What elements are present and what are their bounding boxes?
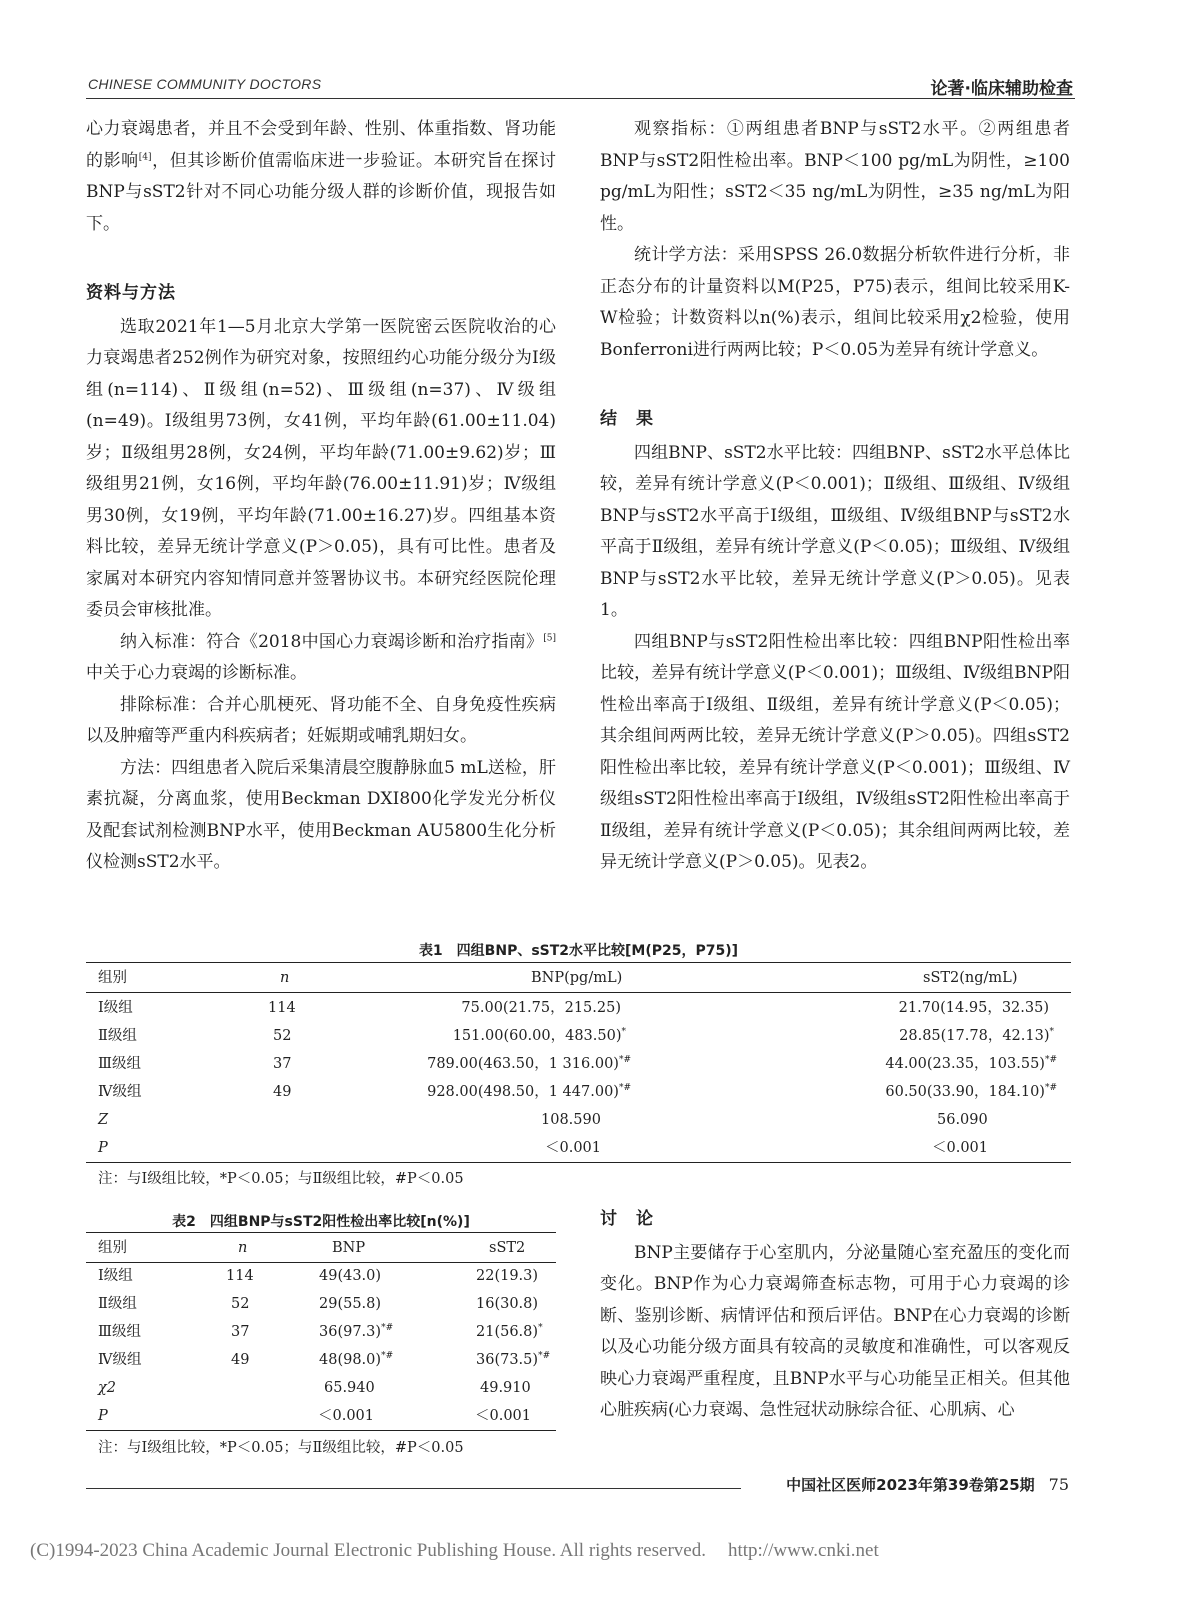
- table2-bnp-4: 48(98.0)*#: [319, 1351, 394, 1368]
- table2-header-row: [86, 1234, 556, 1262]
- table2-sst2-1: 22(19.3): [476, 1268, 539, 1284]
- table2-sst2-2: 16(30.8): [476, 1296, 539, 1312]
- table1-sst2-2: 28.85(17.78，42.13)*: [899, 1027, 1054, 1044]
- right-column: [600, 114, 1070, 879]
- table1-note: 注：与Ⅰ级组比较，*P＜0.05；与Ⅱ级组比较，#P＜0.05: [98, 1171, 464, 1187]
- table2-header-sst2: sST2: [489, 1240, 526, 1256]
- results-levels-paragraph: 四组BNP、sST2水平比较：四组BNP、sST2水平总体比较，差异有统计学意义(P＜0.001)；Ⅱ级组、Ⅲ级组、Ⅳ级组BNP与sST2水平高于Ⅰ级组，Ⅲ级组、Ⅳ级组BNP与sST2水平高于Ⅱ级组，差异有统计学意义(P＜0.05)；Ⅲ级组、Ⅳ级组BNP与sST2水平比较，差异无统计学意义(P＞0.05)。见表1。: [600, 442, 1070, 620]
- table2-chi-label: χ2: [98, 1380, 117, 1396]
- table-row: [86, 1022, 1071, 1050]
- table-row: [86, 1050, 1071, 1078]
- inclusion-criteria: 纳入标准：符合《2018中国心力衰竭诊断和治疗指南》[5]中关于心力衰竭的诊断标准。: [86, 631, 556, 683]
- table2-group-4: Ⅳ级组: [98, 1352, 142, 1368]
- page-number: 75: [1048, 1475, 1069, 1494]
- copyright-line: [30, 1540, 879, 1562]
- table2-bnp-1: 49(43.0): [319, 1268, 382, 1284]
- table2-n-4: 49: [231, 1352, 250, 1368]
- footer-rule: [86, 1488, 741, 1489]
- table1-bnp-1: 75.00(21.75，215.25): [461, 1000, 621, 1016]
- table1-group-2: Ⅱ级组: [98, 1028, 137, 1044]
- table1-p-sst2: ＜0.001: [932, 1140, 989, 1156]
- table-row: [86, 994, 1071, 1022]
- table2-title: 表2 四组BNP与sST2阳性检出率比较[n(%)]: [172, 1214, 470, 1230]
- table2-p-bnp: ＜0.001: [318, 1408, 375, 1424]
- exclusion-criteria: 排除标准：合并心肌梗死、肾功能不全、自身免疫性疾病以及肿瘤等严重内科疾病者；妊娠期或哺乳期妇女。: [86, 694, 556, 746]
- table2-top-rule: [86, 1232, 556, 1233]
- table2-n-3: 37: [231, 1324, 250, 1340]
- copyright-text: (C)1994-2023 China Academic Journal Electronic Publishing House. All rights reserved.: [30, 1540, 706, 1561]
- table2-header-group: 组别: [98, 1240, 127, 1256]
- methods-paragraph-procedure: 方法：四组患者入院后采集清晨空腹静脉血5 mL送检，肝素抗凝，分离血浆，使用Beckman DXI800化学发光分析仪及配套试剂检测BNP水平，使用Beckman AU5800生化分析仪检测sST2水平。: [86, 757, 556, 872]
- table1-sst2-3: 44.00(23.35，103.55)*#: [885, 1055, 1057, 1072]
- table1-z-label: Z: [98, 1112, 109, 1128]
- cnki-link[interactable]: http://www.cnki.net: [727, 1540, 879, 1561]
- table1-sst2-1: 21.70(14.95，32.35): [898, 1000, 1049, 1016]
- section-label: 论著·临床辅助检查: [930, 79, 1073, 99]
- citation-4[interactable]: [4]: [138, 151, 152, 162]
- table2-group-1: Ⅰ级组: [98, 1268, 133, 1284]
- table1-header-group: 组别: [98, 970, 127, 986]
- table2-bnp-2: 29(55.8): [319, 1296, 382, 1312]
- table1-bnp-4: 928.00(498.50，1 447.00)*#: [427, 1083, 631, 1100]
- table-row: [86, 1262, 556, 1290]
- table1-n-1: 114: [268, 1000, 296, 1016]
- table1-header-rule: [86, 992, 1071, 993]
- table1-n-3: 37: [273, 1056, 292, 1072]
- table1-bnp-3: 789.00(463.50，1 316.00)*#: [427, 1055, 631, 1072]
- table-row: [86, 1346, 556, 1374]
- table1-title: 表1 四组BNP、sST2水平比较[M(P25，P75)]: [418, 943, 739, 959]
- table2-sst2-4: 36(73.5)*#: [476, 1351, 551, 1368]
- table-row: [86, 1106, 1071, 1134]
- results-positive-rate-paragraph: 四组BNP与sST2阳性检出率比较：四组BNP阳性检出率比较，差异有统计学意义(P＜0.001)；Ⅲ级组、Ⅳ级组BNP阳性检出率高于Ⅰ级组、Ⅱ级组，差异有统计学意义(P＜0.05)；其余组间两两比较，差异无统计学意义(P＞0.05)。四组sST2阳性检出率比较，差异有统计学意义(P＜0.001)；Ⅲ级组、Ⅳ级组sST2阳性检出率高于Ⅰ级组，Ⅳ级组sST2阳性检出率高于Ⅱ级组，差异有统计学意义(P＜0.05)；其余组间两两比较，差异无统计学意义(P＞0.05)。见表2。: [600, 631, 1070, 872]
- table-row: [86, 1374, 556, 1402]
- table2-note: 注：与Ⅰ级组比较，*P＜0.05；与Ⅱ级组比较，#P＜0.05: [98, 1440, 464, 1456]
- table1-header-bnp: BNP(pg/mL): [531, 970, 623, 986]
- table1-bnp-2: 151.00(60.00，483.50)*: [452, 1027, 626, 1044]
- table1-top-rule: [86, 962, 1071, 963]
- table2-bottom-rule: [86, 1430, 556, 1431]
- table2: [86, 1232, 556, 1432]
- table2-p-label: P: [98, 1408, 108, 1424]
- footer-journal-issue: 中国社区医师2023年第39卷第25期: [786, 1476, 1035, 1494]
- table1-z-bnp: 108.590: [541, 1112, 601, 1128]
- section-heading-discussion: 讨 论: [600, 1209, 654, 1229]
- table-row: [86, 1290, 556, 1318]
- header-rule: [86, 98, 1075, 99]
- table2-sst2-3: 21(56.8)*: [476, 1323, 543, 1340]
- table2-p-sst2: ＜0.001: [475, 1408, 532, 1424]
- section-heading-methods: 资料与方法: [86, 283, 176, 303]
- table1-p-label: P: [98, 1140, 108, 1156]
- table2-n-2: 52: [231, 1296, 250, 1312]
- observation-indicators: 观察指标：①两组患者BNP与sST2水平。②两组患者BNP与sST2阳性检出率。BNP＜100 pg/mL为阴性，≥100 pg/mL为阳性；sST2＜35 ng/mL为阴性，≥35 ng/mL为阳性。: [600, 119, 1070, 234]
- statistics-methods: 统计学方法：采用SPSS 26.0数据分析软件进行分析，非正态分布的计量资料以M(P25，P75)表示，组间比较采用K-W检验；计数资料以n(%)表示，组间比较采用χ2检验，使用Bonferroni进行两两比较；P＜0.05为差异有统计学意义。: [600, 245, 1070, 360]
- table-row: [86, 1078, 1071, 1106]
- table-row: [86, 1134, 1071, 1162]
- table1-sst2-4: 60.50(33.90，184.10)*#: [885, 1083, 1057, 1100]
- table1-p-bnp: ＜0.001: [545, 1140, 602, 1156]
- methods-paragraph-subjects: 选取2021年1—5月北京大学第一医院密云医院收治的心力衰竭患者252例作为研究对象，按照纽约心功能分级分为Ⅰ级组(n=114)、Ⅱ级组(n=52)、Ⅲ级组(n=37)、Ⅳ级组(n=49)。Ⅰ级组男73例，女41例，平均年龄(61.00±11.04)岁；Ⅱ级组男28例，女24例，平均年龄(71.00±9.62)岁；Ⅲ级组男21例，女16例，平均年龄(76.00±11.91)岁；Ⅳ级组男30例，女19例，平均年龄(71.00±16.27)岁。四组基本资料比较，差异无统计学意义(P＞0.05)，具有可比性。患者及家属对本研究内容知情同意并签署协议书。本研究经医院伦理委员会审核批准。: [86, 316, 556, 620]
- table1-header-row: [86, 964, 1071, 992]
- table1-z-sst2: 56.090: [937, 1112, 988, 1128]
- citation-5[interactable]: [5]: [543, 632, 556, 643]
- table1-n-2: 52: [273, 1028, 292, 1044]
- table1-n-4: 49: [273, 1084, 292, 1100]
- table2-group-2: Ⅱ级组: [98, 1296, 137, 1312]
- intro-paragraph: 心力衰竭患者，并且不会受到年龄、性别、体重指数、肾功能的影响[4]，但其诊断价值需临床进一步验证。本研究旨在探讨BNP与sST2针对不同心功能分级人群的诊断价值，现报告如下。: [86, 119, 557, 234]
- table1-group-4: Ⅳ级组: [98, 1084, 142, 1100]
- discussion-block: [600, 1204, 1070, 1427]
- table1-header-n: n: [280, 970, 290, 986]
- table2-group-3: Ⅲ级组: [98, 1324, 141, 1340]
- footer: [786, 1474, 1069, 1495]
- table2-chi-bnp: 65.940: [324, 1380, 375, 1396]
- table1: [86, 962, 1071, 1162]
- table1-group-3: Ⅲ级组: [98, 1056, 141, 1072]
- table-row: [86, 1402, 556, 1430]
- table2-header-bnp: BNP: [332, 1240, 366, 1256]
- table1-header-sst2: sST2(ng/mL): [923, 970, 1018, 986]
- journal-running-title: CHINESE COMMUNITY DOCTORS: [88, 76, 322, 92]
- left-column: [86, 114, 556, 879]
- table1-bottom-rule: [86, 1162, 1071, 1163]
- table2-bnp-3: 36(97.3)*#: [319, 1323, 394, 1340]
- table1-group-1: Ⅰ级组: [98, 1000, 133, 1016]
- table2-chi-sst2: 49.910: [480, 1380, 531, 1396]
- discussion-paragraph: BNP主要储存于心室肌内，分泌量随心室充盈压的变化而变化。BNP作为心力衰竭筛查标志物，可用于心力衰竭的诊断、鉴别诊断、病情评估和预后评估。BNP在心力衰竭的诊断以及心功能分级方面具有较高的灵敏度和准确性，可以客观反映心力衰竭严重程度，且BNP水平与心功能呈正相关。但其他心脏疾病(心力衰竭、急性冠状动脉综合征、心肌病、心: [600, 1242, 1070, 1420]
- table2-header-n: n: [238, 1240, 248, 1256]
- table2-n-1: 114: [226, 1268, 254, 1284]
- table-row: [86, 1318, 556, 1346]
- section-heading-results: 结 果: [600, 409, 654, 429]
